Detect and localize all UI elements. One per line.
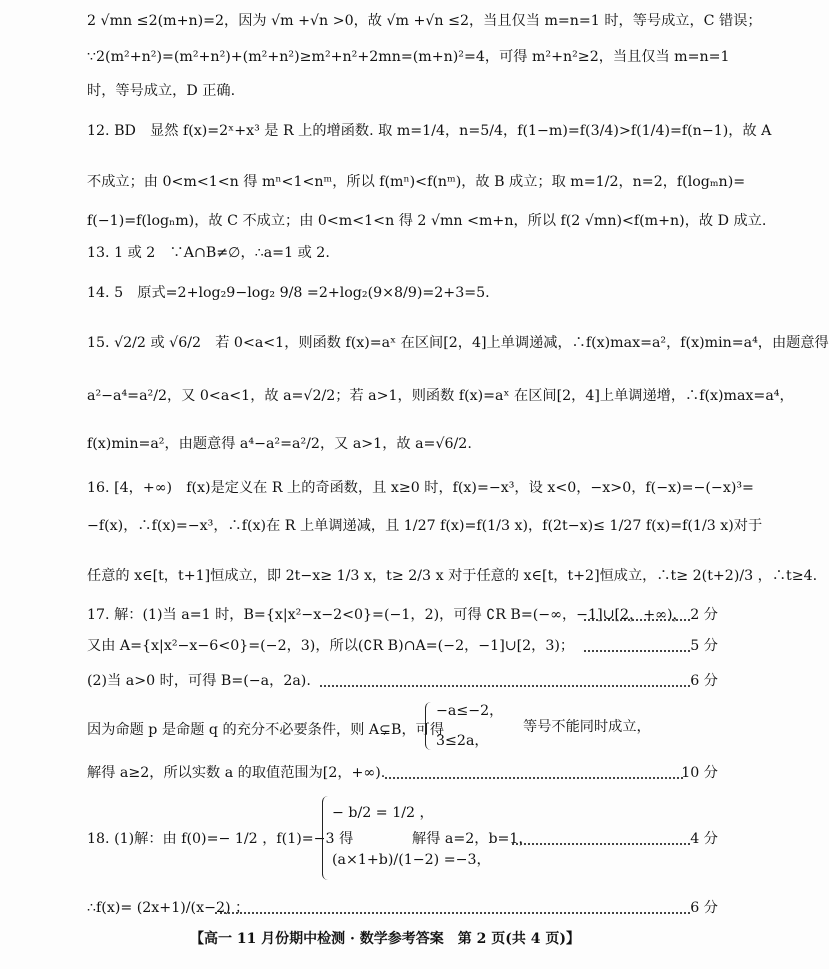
score-label: 4 分 <box>690 831 718 847</box>
q17-line-2: 又由 A={x|x²−x−6<0}=(−2，3)，所以(∁R B)∩A=(−2，−1]∪[2，3)； <box>87 638 575 654</box>
score-leader-dots <box>385 777 683 779</box>
system-equation: −a≤−2， <box>436 703 504 719</box>
score-leader-dots <box>215 912 690 914</box>
text-line: 时，等号成立，D 正确. <box>87 83 236 99</box>
equation-system-brace <box>322 796 331 880</box>
q17-line-1: 17. 解：(1)当 a=1 时，B={x|x²−x−2<0}=(−1，2)，可得 ∁R B=(−∞，−1]∪[2，+∞)， <box>87 607 687 623</box>
q12-line-2: 不成立；由 0<m<1<n 得 mⁿ<1<nᵐ，所以 f(mⁿ)<f(nᵐ)，故 B 成立；取 m=1/2，n=2，f(logₘn)= <box>87 174 746 190</box>
score-leader-dots <box>584 619 690 621</box>
q13-line: 13. 1 或 2 ∵A∩B≠∅，∴a=1 或 2. <box>87 245 330 261</box>
text-line: ∵2(m²+n²)=(m²+n²)+(m²+n²)≥m²+n²+2mn=(m+n)²=4，可得 m²+n²≥2，当且仅当 m=n=1 <box>87 49 730 65</box>
q15-line-2: a²−a⁴=a²/2，又 0<a<1，故 a=√2/2；若 a>1，则函数 f(x)=aˣ 在区间[2，4]上单调递增，∴f(x)max=a⁴， <box>87 388 794 404</box>
q12-line-1: 12. BD 显然 f(x)=2ˣ+x³ 是 R 上的增函数. 取 m=1/4，n=5/4，f(1−m)=f(3/4)>f(1/4)=f(n−1)，故 A <box>87 123 772 139</box>
score-label: 6 分 <box>690 673 718 689</box>
q12-line-3: f(−1)=f(logₙm)，故 C 不成立；由 0<m<1<n 得 2 √mn <m+n，所以 f(2 √mn)<f(m+n)，故 D 成立. <box>87 213 767 229</box>
q15-line-3: f(x)min=a²，由题意得 a⁴−a²=a²/2，又 a>1，故 a=√6/2. <box>87 436 472 452</box>
q14-line: 14. 5 原式=2+log₂9−log₂ 9/8 =2+log₂(9×8/9)=2+3=5. <box>87 285 490 301</box>
q16-line-1: 16. [4，+∞) f(x)是定义在 R 上的奇函数，且 x≥0 时，f(x)=−x³，设 x<0，−x>0，f(−x)=−(−x)³= <box>87 480 754 496</box>
system-equation: − b/2 = 1/2 ， <box>332 805 434 821</box>
score-leader-dots <box>512 843 690 845</box>
q17-line-5: 解得 a≥2，所以实数 a 的取值范围为[2，+∞). <box>87 765 386 781</box>
score-label: 5 分 <box>690 638 718 654</box>
system-equation: (a×1+b)/(1−2) =−3， <box>332 852 491 868</box>
text-line: 2 √mn ≤2(m+n)=2，因为 √m +√n >0，故 √m +√n ≤2，当且仅当 m=n=1 时，等号成立，C 错误； <box>87 13 762 29</box>
system-equation: 3≤2a， <box>436 733 489 749</box>
equation-system-brace <box>425 702 434 750</box>
score-label: 10 分 <box>681 765 718 781</box>
q18-line-1: 18. (1)解：由 f(0)=− 1/2 ，f(1)=−3 得 <box>87 831 354 847</box>
score-leader-dots <box>320 685 690 687</box>
q16-line-3: 任意的 x∈[t，t+1]恒成立，即 2t−x≥ 1/3 x，t≥ 2/3 x 对于任意的 x∈[t，t+2]恒成立，∴t≥ 2(t+2)/3 ，∴t≥4. <box>87 568 818 584</box>
score-leader-dots <box>584 650 690 652</box>
text-line: 等号不能同时成立， <box>523 719 651 735</box>
q15-line-1: 15. √2/2 或 √6/2 若 0<a<1，则函数 f(x)=aˣ 在区间[2，4]上单调递减，∴f(x)max=a²，f(x)min=a⁴，由题意得 <box>87 335 829 351</box>
q18-line-2: ∴f(x)= (2x+1)/(x−2) ； <box>87 900 250 916</box>
text-line: 解得 a=2，b=1， <box>412 831 533 847</box>
q16-line-2: −f(x)，∴f(x)=−x³，∴f(x)在 R 上单调递减，且 1/27 f(x)=f(1/3 x)，f(2t−x)≤ 1/27 f(x)=f(1/3 x)对于 <box>87 518 763 534</box>
score-label: 6 分 <box>690 900 718 916</box>
q17-line-3: (2)当 a>0 时，可得 B=(−a，2a). <box>87 673 311 689</box>
q17-line-4: 因为命题 p 是命题 q 的充分不必要条件，则 A⊊B，可得 <box>87 722 445 738</box>
page-footer: 【高一 11 月份期中检测 · 数学参考答案 第 2 页(共 4 页)】 <box>189 931 581 947</box>
score-label: 2 分 <box>690 607 718 623</box>
